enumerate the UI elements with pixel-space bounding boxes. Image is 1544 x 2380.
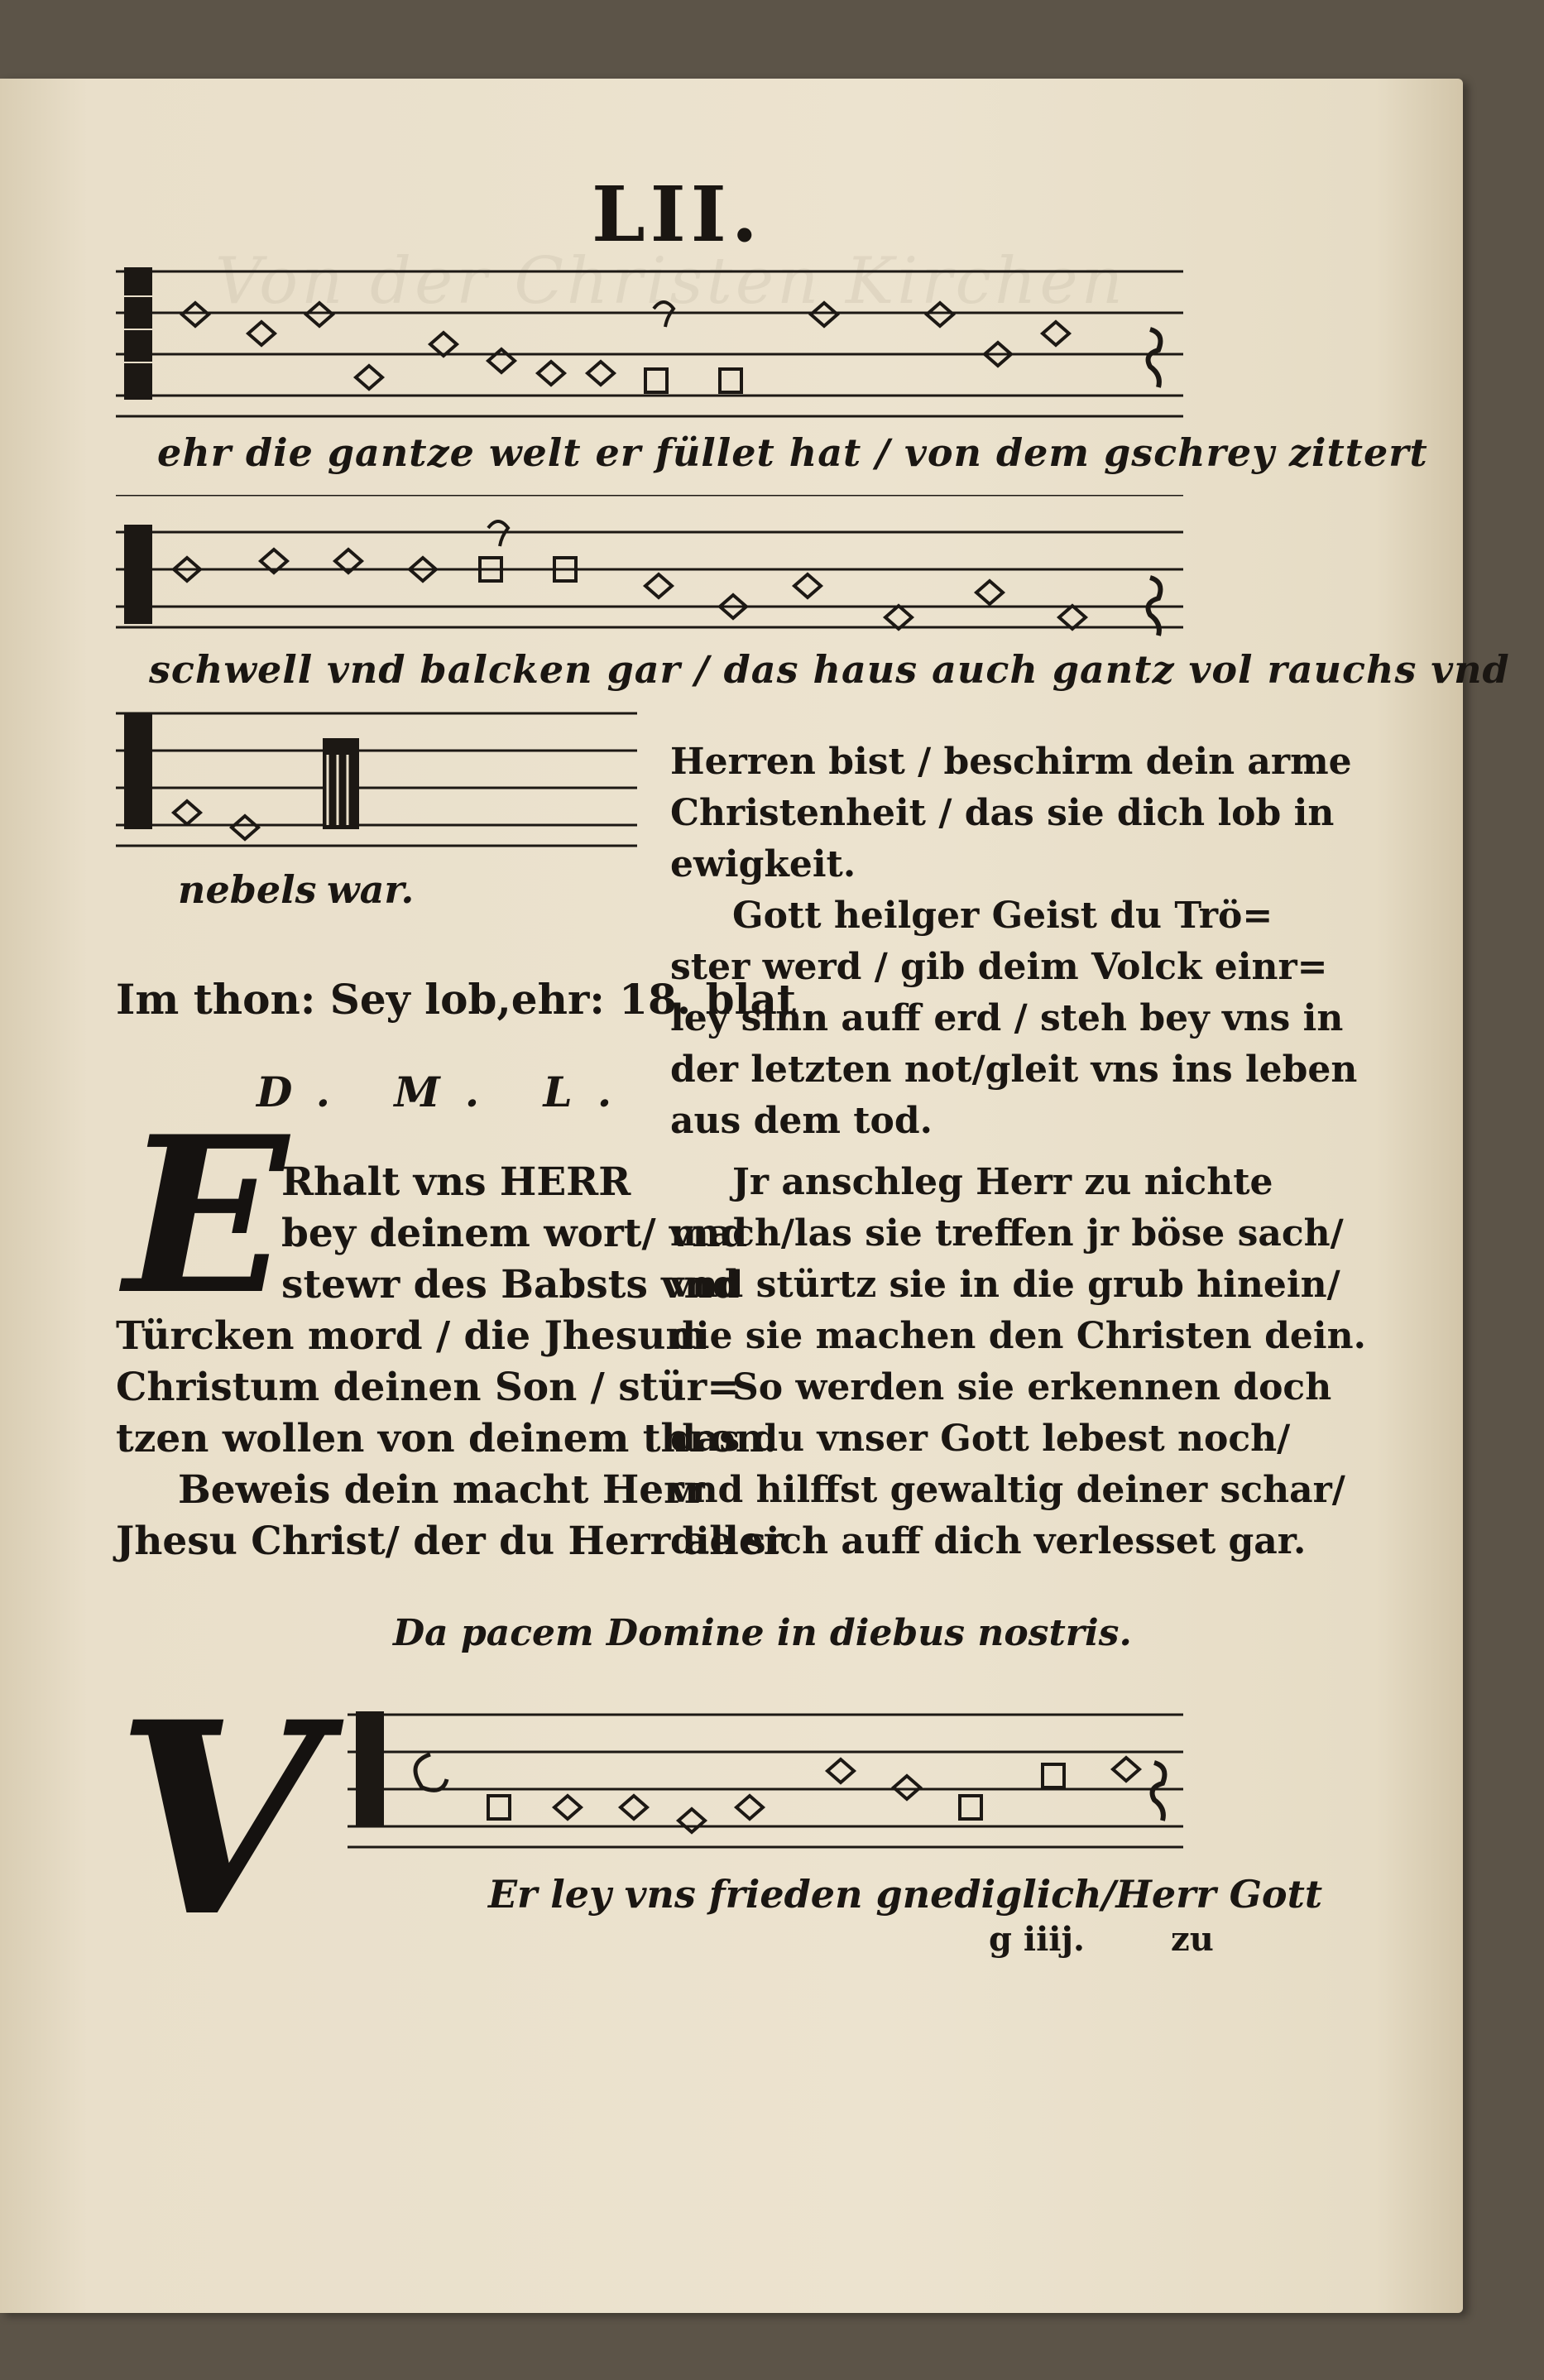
left-column-line-7: Beweis dein macht Herr xyxy=(178,1467,705,1513)
right-top-line-1: Herren bist / beschirm dein arme xyxy=(670,741,1352,783)
right-top-line-6: ley sinn auff erd / steh bey vns in xyxy=(670,997,1344,1039)
final-lyrics: Er ley vns frieden gnediglich/Herr Gott xyxy=(488,1872,1323,1917)
bleed-through-text: Von der Christen Kirchen xyxy=(215,244,1126,319)
right-top-line-2: Christenheit / das sie dich lob in xyxy=(670,792,1335,834)
right-top-line-7: der letzten not/gleit vns ins leben xyxy=(670,1048,1358,1091)
right-top-line-5: ster werd / gib deim Volck einr= xyxy=(670,946,1328,988)
right-column-line-5: So werden sie erkennen doch xyxy=(732,1366,1332,1408)
left-column-line-5: Christum deinen Son / stür= xyxy=(116,1365,740,1410)
left-column-line-8: Jhesu Christ/ der du Herr aller xyxy=(116,1519,784,1564)
left-column-line-1: Rhalt vns HERR xyxy=(281,1159,631,1205)
lyrics-line-1: ehr die gantze welt er füllet hat / von dem gschrey zittert xyxy=(157,430,1428,475)
right-column-line-6: das du vnser Gott lebest noch/ xyxy=(670,1418,1291,1460)
lyrics-line-3-word-2: war. xyxy=(327,867,415,912)
right-top-line-8: aus dem tod. xyxy=(670,1100,933,1142)
decorated-initial-E: E xyxy=(124,1090,289,1342)
latin-heading: Da pacem Domine in diebus nostris. xyxy=(393,1612,1132,1654)
catchword: zu xyxy=(1171,1920,1214,1959)
left-column-line-4: Türcken mord / die Jhesum xyxy=(116,1313,707,1359)
right-column-line-8: die sich auff dich verlesset gar. xyxy=(670,1520,1307,1562)
music-staff-1 xyxy=(116,263,1192,425)
right-column-line-2: mach/las sie treffen jr böse sach/ xyxy=(670,1212,1344,1255)
left-column-line-2: bey deinem wort/ vnd xyxy=(281,1211,748,1256)
right-top-line-3: ewigkeit. xyxy=(670,843,856,885)
left-column-line-6: tzen wollen von deinem thron. xyxy=(116,1416,778,1461)
author-initials: D. M. L. xyxy=(257,1068,637,1116)
lyrics-line-3-word-1: nebels xyxy=(178,867,317,912)
decorated-initial-V: V xyxy=(116,1665,322,1975)
right-column-line-3: vnd stürtz sie in die grub hinein/ xyxy=(670,1264,1340,1306)
signature-mark: g iiij. xyxy=(989,1920,1085,1959)
right-column-line-1: Jr anschleg Herr zu nichte xyxy=(732,1161,1273,1203)
lyrics-line-2: schwell vnd balcken gar / das haus auch gantz vol rauchs vnd xyxy=(149,647,1510,692)
right-top-line-4: Gott heilger Geist du Trö= xyxy=(732,895,1273,937)
page-folio-number: LII. xyxy=(592,170,763,259)
left-column-line-3: stewr des Babsts vnd xyxy=(281,1262,740,1308)
music-staff-4 xyxy=(348,1705,1192,1870)
music-staff-2 xyxy=(116,495,1192,644)
right-column-line-7: vnd hilffst gewaltig deiner schar/ xyxy=(670,1469,1345,1511)
tune-reference: Im thon: Sey lob,ehr: 18. blat xyxy=(116,975,797,1024)
music-staff-3 xyxy=(116,705,645,871)
right-column-line-4: die sie machen den Christen dein. xyxy=(670,1315,1366,1357)
